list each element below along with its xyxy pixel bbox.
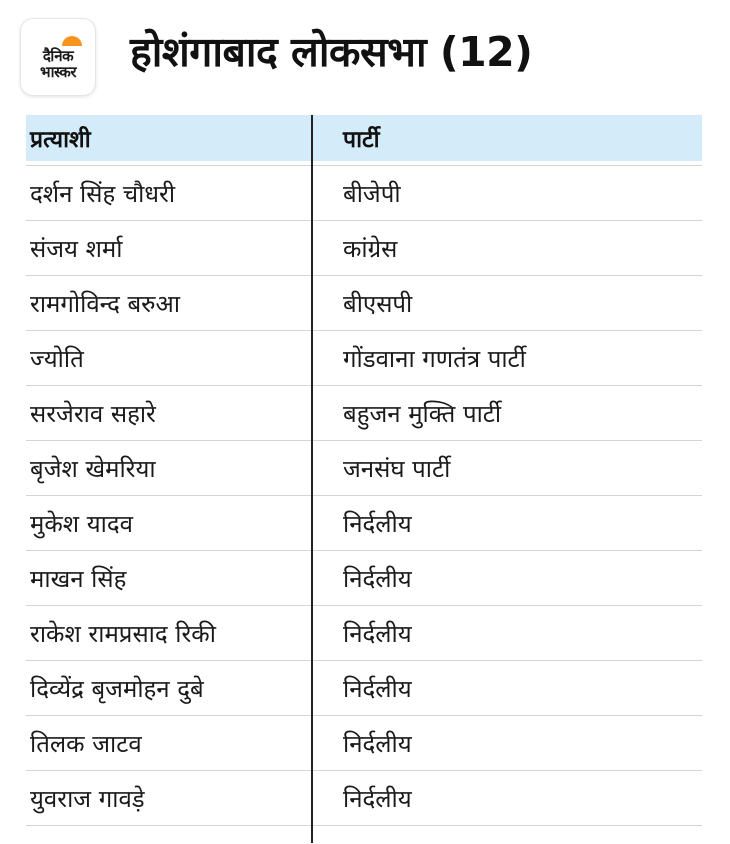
table-row [26, 331, 702, 386]
party-name: निर्दलीय [343, 619, 412, 648]
party-name: बीएसपी [343, 289, 413, 318]
candidate-name: बृजेश खेमरिया [30, 454, 156, 483]
party-name: निर्दलीय [343, 674, 412, 703]
table-header [26, 115, 702, 161]
table-row [26, 606, 702, 661]
party-name: निर्दलीय [343, 729, 412, 758]
candidate-name: मुकेश यादव [30, 509, 133, 538]
table-row [26, 441, 702, 496]
candidate-name: दर्शन सिंह चौधरी [30, 179, 176, 208]
sun-icon [60, 34, 84, 46]
table-row [26, 771, 702, 826]
candidates-table [26, 115, 702, 826]
candidate-name: रामगोविन्द बरुआ [30, 289, 181, 318]
table-row [26, 661, 702, 716]
table-row [26, 386, 702, 441]
table-row [26, 551, 702, 606]
logo-text-line1: दैनिक [42, 47, 74, 65]
dainik-bhaskar-logo [21, 19, 95, 95]
page-title: होशंगाबाद लोकसभा (12) [130, 28, 533, 76]
party-name: जनसंघ पार्टी [343, 454, 451, 483]
party-name: बहुजन मुक्ति पार्टी [343, 399, 502, 428]
party-name: बीजेपी [343, 179, 401, 208]
table-row [26, 716, 702, 771]
table-row [26, 221, 702, 276]
candidate-name: ज्योति [30, 344, 84, 373]
party-name: निर्दलीय [343, 564, 412, 593]
party-name: निर्दलीय [343, 509, 412, 538]
candidate-name: युवराज गावड़े [30, 784, 145, 813]
party-name: गोंडवाना गणतंत्र पार्टी [343, 344, 526, 373]
table-row [26, 496, 702, 551]
table-row [26, 166, 702, 221]
header-party: पार्टी [343, 127, 380, 153]
column-divider [311, 115, 313, 843]
candidate-name: माखन सिंह [30, 564, 127, 593]
party-name: कांग्रेस [343, 234, 398, 263]
table-body [26, 166, 702, 826]
header-candidate: प्रत्याशी [30, 127, 91, 153]
candidate-name: दिव्येंद्र बृजमोहन दुबे [30, 674, 204, 703]
candidate-name: राकेश रामप्रसाद रिकी [30, 619, 216, 648]
candidate-name: तिलक जाटव [30, 729, 142, 758]
logo-text-line2: भास्कर [40, 63, 76, 81]
candidate-name: सरजेराव सहारे [30, 399, 156, 428]
candidate-name: संजय शर्मा [30, 234, 123, 263]
party-name: निर्दलीय [343, 784, 412, 813]
table-row [26, 276, 702, 331]
